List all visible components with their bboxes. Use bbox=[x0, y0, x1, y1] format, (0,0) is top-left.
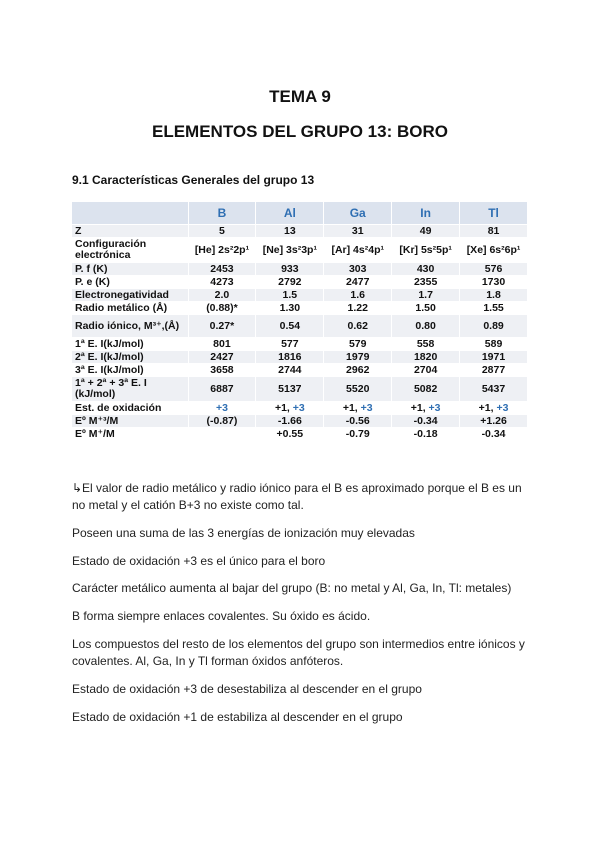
table-cell bbox=[256, 351, 324, 364]
row-label: Eº M⁺³/M bbox=[72, 415, 188, 428]
cell-value: 1.22 bbox=[347, 301, 368, 314]
cell-value: 2477 bbox=[346, 275, 370, 288]
cell-value: [He] 2s²2p¹ bbox=[194, 243, 250, 256]
table-cell bbox=[392, 428, 460, 441]
cell-value: -0.79 bbox=[345, 427, 370, 440]
cell-value: +1, bbox=[342, 401, 358, 414]
cell-value: 81 bbox=[487, 224, 500, 237]
cell-value: 1730 bbox=[481, 275, 506, 288]
cell-value: -0.34 bbox=[413, 414, 438, 427]
cell-extra-value: +3 bbox=[292, 401, 305, 414]
paragraph-note: ↳El valor de radio metálico y radio iónico para el B es aproximado porque el B es un no metal y el catión B+3 no existe como tal. bbox=[72, 481, 522, 512]
table-cell bbox=[324, 225, 392, 238]
table-cell bbox=[256, 302, 324, 315]
paragraph-ox3: Estado de oxidación +3 de desestabiliza al descender en el grupo bbox=[72, 682, 422, 696]
row-label: Electronegatividad bbox=[72, 289, 188, 302]
cell-value: 2704 bbox=[413, 363, 438, 376]
row-label: Configuración electrónica bbox=[72, 238, 188, 263]
table-row bbox=[72, 276, 528, 289]
table-cell bbox=[460, 351, 528, 364]
cell-value: -0.56 bbox=[345, 414, 370, 427]
table-cell bbox=[256, 225, 324, 238]
cell-value: +1, bbox=[410, 401, 426, 414]
cell-value: 589 bbox=[484, 337, 503, 350]
table-cell bbox=[188, 238, 256, 263]
cell-value: 5520 bbox=[346, 382, 370, 395]
cell-value: 577 bbox=[281, 337, 299, 350]
cell-value: 5082 bbox=[413, 382, 438, 395]
row-label: 2ª E. I(kJ/mol) bbox=[72, 351, 188, 364]
cell-value: 2453 bbox=[210, 262, 234, 275]
table-row bbox=[72, 315, 528, 338]
cell-value: 3658 bbox=[210, 363, 234, 376]
cell-value: 1.30 bbox=[279, 301, 301, 314]
cell-value: 1.5 bbox=[282, 288, 298, 301]
row-label: Radio iónico, M³⁺,(Å) bbox=[72, 315, 188, 338]
header-cell: Al bbox=[256, 202, 324, 225]
cell-value: 0.62 bbox=[347, 319, 368, 332]
table-cell bbox=[324, 415, 392, 428]
table-cell bbox=[392, 315, 460, 338]
table-cell bbox=[460, 263, 528, 276]
row-label: Est. de oxidación bbox=[72, 402, 188, 415]
header-cell: Tl bbox=[460, 202, 528, 225]
cell-value: 1816 bbox=[278, 350, 302, 363]
table-cell bbox=[256, 238, 324, 263]
table-cell bbox=[460, 276, 528, 289]
page-title: TEMA 9 bbox=[269, 87, 331, 106]
table-cell bbox=[188, 377, 256, 402]
table-cell bbox=[256, 338, 324, 351]
table-cell bbox=[460, 377, 528, 402]
paragraph-ox1: Estado de oxidación +1 de estabiliza al descender en el grupo bbox=[72, 710, 403, 724]
cell-value: -0.34 bbox=[481, 427, 506, 440]
cell-value: 0.80 bbox=[415, 319, 436, 332]
table-cell bbox=[188, 428, 256, 441]
cell-value: 2427 bbox=[210, 350, 234, 363]
cell-value: 5437 bbox=[481, 382, 506, 395]
table-cell bbox=[392, 351, 460, 364]
cell-value: 5137 bbox=[278, 382, 302, 395]
table-cell bbox=[256, 263, 324, 276]
cell-value: 49 bbox=[419, 224, 432, 237]
cell-value: 2962 bbox=[346, 363, 370, 376]
row-label: 1ª E. I(kJ/mol) bbox=[72, 338, 188, 351]
table-cell bbox=[460, 289, 528, 302]
table-row bbox=[72, 302, 528, 315]
table-cell bbox=[392, 276, 460, 289]
cell-value: [Kr] 5s²5p¹ bbox=[399, 243, 452, 256]
table-cell bbox=[392, 302, 460, 315]
cell-value: 576 bbox=[484, 262, 503, 275]
table-cell bbox=[460, 225, 528, 238]
table-cell bbox=[188, 276, 256, 289]
cell-value: 558 bbox=[416, 337, 435, 350]
table-row bbox=[72, 263, 528, 276]
table-cell bbox=[188, 402, 256, 415]
table-cell bbox=[188, 315, 256, 338]
cell-value: 2792 bbox=[278, 275, 302, 288]
cell-value: 4273 bbox=[210, 275, 234, 288]
cell-value: 2355 bbox=[413, 275, 438, 288]
table-cell bbox=[392, 238, 460, 263]
table-row bbox=[72, 428, 528, 441]
properties-table bbox=[72, 202, 528, 441]
cell-value: 1.7 bbox=[418, 288, 433, 301]
header-cell: In bbox=[392, 202, 460, 225]
cell-value: 1.55 bbox=[483, 301, 504, 314]
table-cell bbox=[324, 364, 392, 377]
header-cell: Ga bbox=[324, 202, 392, 225]
table-row bbox=[72, 364, 528, 377]
table-cell bbox=[324, 276, 392, 289]
row-label: Radio metálico (Å) bbox=[72, 302, 188, 315]
table-cell bbox=[188, 225, 256, 238]
cell-value: 430 bbox=[416, 262, 435, 275]
table-cell bbox=[324, 428, 392, 441]
cell-value: 1.6 bbox=[350, 288, 366, 301]
table-cell bbox=[460, 415, 528, 428]
row-label: Eº M⁺/M bbox=[72, 428, 188, 441]
cell-value: [Xe] 6s²6p¹ bbox=[466, 243, 521, 256]
table-cell bbox=[256, 377, 324, 402]
table-cell bbox=[324, 263, 392, 276]
table-cell bbox=[324, 338, 392, 351]
cell-value: +3 bbox=[215, 401, 228, 414]
cell-value: +1.26 bbox=[480, 414, 507, 427]
table-header-row bbox=[72, 202, 528, 225]
cell-value: +1, bbox=[274, 401, 290, 414]
cell-value: 31 bbox=[351, 224, 364, 237]
cell-value: 0.89 bbox=[483, 319, 504, 332]
table-row bbox=[72, 338, 528, 351]
header-cell: B bbox=[188, 202, 256, 225]
paragraph-compounds: Los compuestos del resto de los elementos del grupo son intermedios entre iónicos y covalentes. Al, Ga, In y Tl forman óxidos anfóteros. bbox=[72, 637, 525, 668]
table-cell bbox=[460, 315, 528, 338]
cell-value: +1, bbox=[478, 401, 494, 414]
cell-value: 303 bbox=[348, 262, 367, 275]
cell-value: -1.66 bbox=[277, 414, 302, 427]
row-label: 3ª E. I(kJ/mol) bbox=[72, 364, 188, 377]
table-cell bbox=[256, 402, 324, 415]
table-cell bbox=[324, 402, 392, 415]
cell-value: 579 bbox=[348, 337, 367, 350]
row-label: Z bbox=[72, 225, 188, 238]
cell-value: [Ar] 4s²4p¹ bbox=[331, 243, 384, 256]
table-row bbox=[72, 402, 528, 415]
table-cell bbox=[392, 402, 460, 415]
paragraph-covalent: B forma siempre enlaces covalentes. Su óxido es ácido. bbox=[72, 609, 371, 623]
table-cell bbox=[392, 377, 460, 402]
table-row bbox=[72, 351, 528, 364]
cell-value: [Ne] 3s²3p¹ bbox=[262, 243, 317, 256]
cell-value: 0.27* bbox=[209, 319, 235, 332]
cell-value: 1979 bbox=[346, 350, 370, 363]
table-cell bbox=[256, 276, 324, 289]
table-cell bbox=[188, 415, 256, 428]
table-cell bbox=[256, 315, 324, 338]
table-cell bbox=[392, 415, 460, 428]
table-cell bbox=[460, 338, 528, 351]
table-cell bbox=[256, 428, 324, 441]
cell-value: 0.54 bbox=[279, 319, 301, 332]
table-row bbox=[72, 415, 528, 428]
table-cell bbox=[460, 364, 528, 377]
table-cell bbox=[392, 289, 460, 302]
cell-value: (-0.87) bbox=[206, 414, 238, 427]
table-cell bbox=[324, 377, 392, 402]
cell-value: 2744 bbox=[278, 363, 302, 376]
table-cell bbox=[256, 289, 324, 302]
cell-value: 801 bbox=[213, 337, 231, 350]
table-cell bbox=[188, 302, 256, 315]
table-cell bbox=[324, 315, 392, 338]
header-empty-cell bbox=[72, 202, 188, 225]
cell-value: +0.55 bbox=[276, 427, 304, 440]
section-heading: 9.1 Características Generales del grupo 13 bbox=[72, 173, 315, 187]
cell-value: (0.88)* bbox=[206, 301, 238, 314]
row-label: P. f (K) bbox=[72, 263, 188, 276]
table-cell bbox=[460, 402, 528, 415]
table-cell bbox=[392, 225, 460, 238]
table-row bbox=[72, 289, 528, 302]
cell-value: 5 bbox=[219, 224, 225, 237]
table-cell bbox=[392, 364, 460, 377]
cell-extra-value: +3 bbox=[428, 401, 441, 414]
table-cell bbox=[392, 338, 460, 351]
table-cell bbox=[256, 415, 324, 428]
cell-value: 2.0 bbox=[214, 288, 230, 301]
table-cell bbox=[324, 302, 392, 315]
table-cell bbox=[188, 289, 256, 302]
table-cell bbox=[324, 238, 392, 263]
table-cell bbox=[460, 302, 528, 315]
page-subtitle: ELEMENTOS DEL GRUPO 13: BORO bbox=[152, 122, 448, 141]
cell-value: 933 bbox=[281, 262, 299, 275]
table-cell bbox=[460, 238, 528, 263]
cell-value: 6887 bbox=[210, 382, 234, 395]
table-cell bbox=[324, 289, 392, 302]
table-cell bbox=[188, 351, 256, 364]
cell-value: 1.8 bbox=[486, 288, 501, 301]
cell-value: 1820 bbox=[413, 350, 438, 363]
table-cell bbox=[324, 351, 392, 364]
cell-extra-value: +3 bbox=[360, 401, 373, 414]
cell-value: 2877 bbox=[481, 363, 506, 376]
table-cell bbox=[392, 263, 460, 276]
table-row bbox=[72, 225, 528, 238]
cell-value: 1.50 bbox=[415, 301, 436, 314]
table-cell bbox=[188, 338, 256, 351]
table-cell bbox=[256, 364, 324, 377]
paragraph-boron-ox: Estado de oxidación +3 es el único para el boro bbox=[72, 554, 326, 568]
cell-extra-value: +3 bbox=[496, 401, 509, 414]
row-label: P. e (K) bbox=[72, 276, 188, 289]
cell-value: 1971 bbox=[481, 350, 506, 363]
table-cell bbox=[460, 428, 528, 441]
paragraph-metallic: Carácter metálico aumenta al bajar del grupo (B: no metal y Al, Ga, In, Tl: metales) bbox=[72, 581, 512, 595]
properties-table-container bbox=[72, 202, 528, 441]
paragraph-ionization: Poseen una suma de las 3 energías de ionización muy elevadas bbox=[72, 526, 415, 540]
table-cell bbox=[188, 263, 256, 276]
table-cell bbox=[188, 364, 256, 377]
cell-value: 13 bbox=[283, 224, 296, 237]
table-row bbox=[72, 238, 528, 263]
table-row bbox=[72, 377, 528, 402]
row-label: 1ª + 2ª + 3ª E. I (kJ/mol) bbox=[72, 377, 188, 402]
cell-value: -0.18 bbox=[413, 427, 438, 440]
